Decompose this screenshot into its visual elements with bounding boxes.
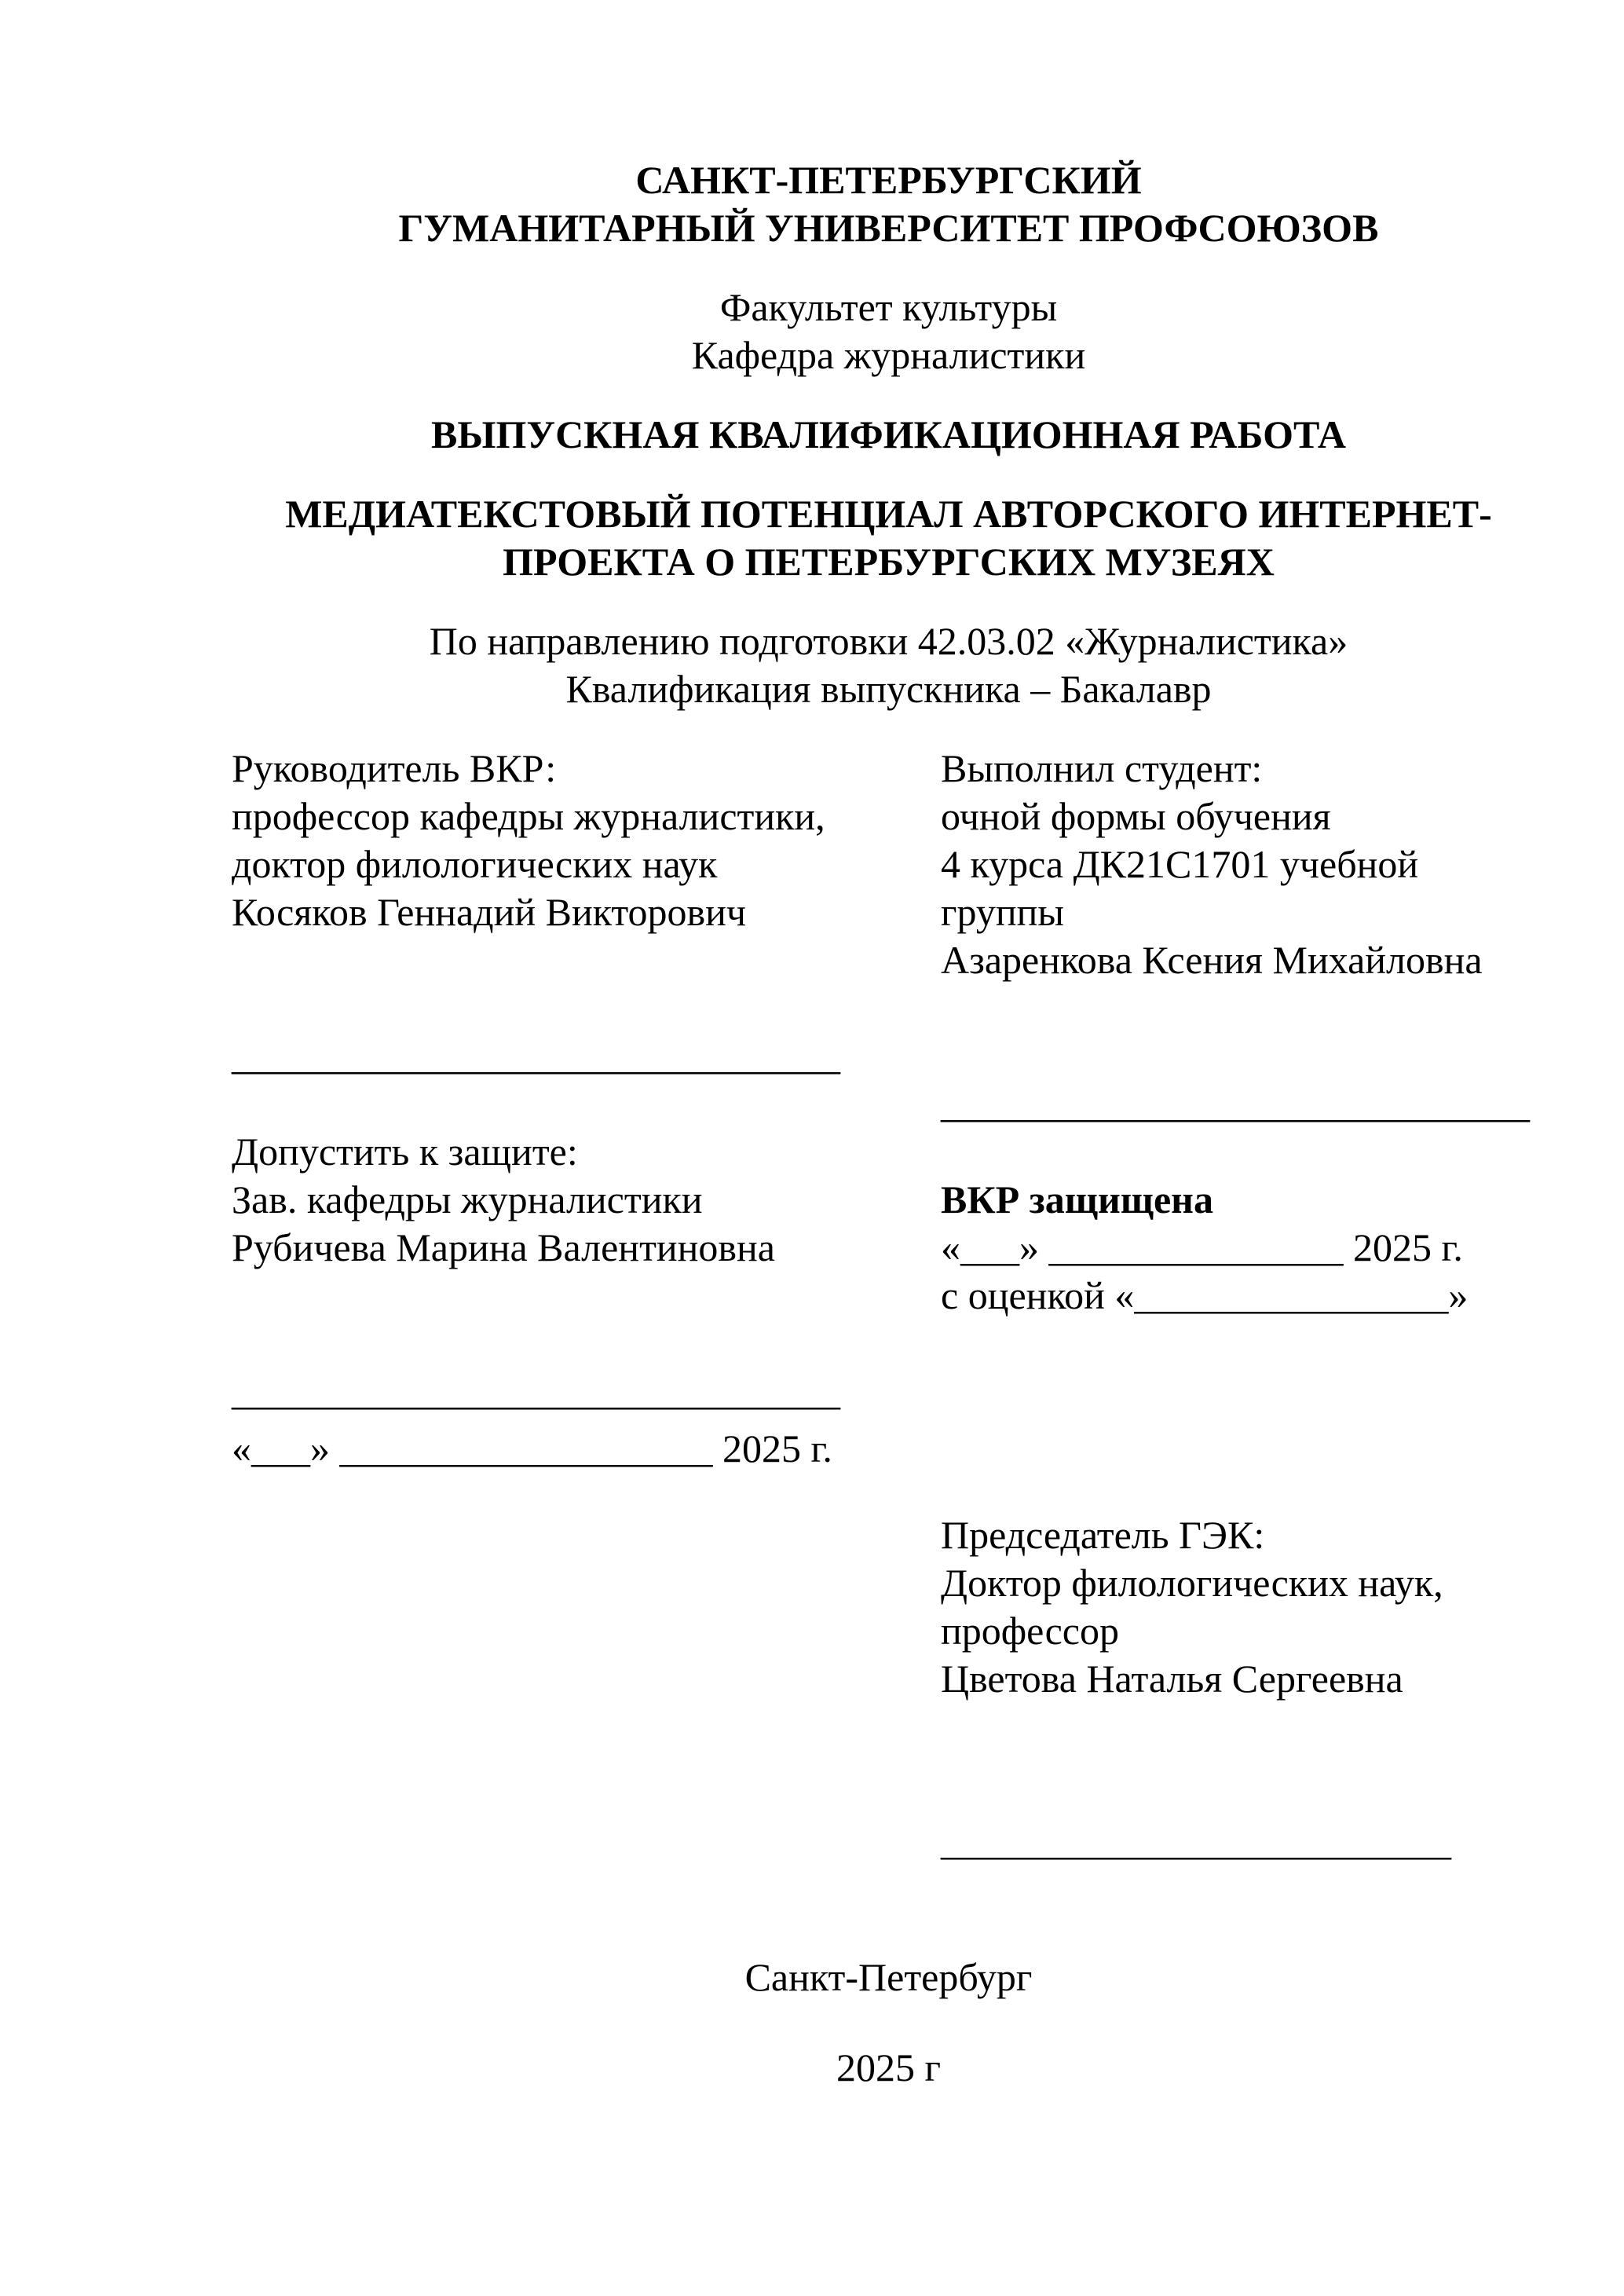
supervisor-label: Руководитель ВКР: [232, 746, 557, 790]
supervisor-name: Косяков Геннадий Викторович [232, 890, 747, 934]
admission-name: Рубичева Марина Валентиновна [232, 1225, 775, 1269]
signatures-section [232, 745, 1545, 1866]
qualification-line: Квалификация выпускника – Бакалавр [565, 667, 1212, 711]
student-signature-line: ______________________________ [941, 1082, 1530, 1126]
thesis-title-line2: ПРОЕКТА О ПЕТЕРБУРГСКИХ МУЗЕЯХ [503, 540, 1275, 584]
chairman-degree: Доктор филологических наук, [941, 1561, 1443, 1605]
admission-label: Допустить к защите: [232, 1130, 578, 1174]
student-form: очной формы обучения [941, 794, 1331, 838]
chairman-label: Председатель ГЭК: [941, 1513, 1265, 1557]
direction-line: По направлению подготовки 42.03.02 «Журналистика» [429, 619, 1348, 663]
chairman-rank: профессор [941, 1609, 1119, 1653]
chairman-signature-line: __________________________ [941, 1819, 1451, 1863]
admission-date-line: «___» ___________________ 2025 г. [232, 1426, 832, 1470]
defense-date-line: «___» _______________ 2025 г. [941, 1225, 1463, 1269]
right-column [941, 745, 1545, 1866]
left-column [232, 745, 941, 1866]
program-info [232, 617, 1545, 713]
supervisor-role-2: доктор филологических наук [232, 842, 718, 886]
department-line: Кафедра журналистики [691, 333, 1086, 377]
work-type-heading: ВЫПУСКНАЯ КВАЛИФИКАЦИОННАЯ РАБОТА [431, 412, 1346, 456]
chairman-name: Цветова Наталья Сергеевна [941, 1657, 1403, 1701]
thesis-title [232, 490, 1545, 586]
student-name: Азаренкова Ксения Михайловна [941, 938, 1483, 982]
footer-city: Санкт-Петербург [744, 1955, 1033, 1999]
thesis-title-line1: МЕДИАТЕКСТОВЫЙ ПОТЕНЦИАЛ АВТОРСКОГО ИНТЕРНЕТ- [285, 492, 1492, 536]
admission-position: Зав. кафедры журналистики [232, 1177, 703, 1221]
student-label: Выполнил студент: [941, 746, 1263, 790]
supervisor-signature-line: _______________________________ [232, 1034, 840, 1078]
university-name [232, 156, 1545, 252]
defense-grade-line: с оценкой «________________» [941, 1273, 1469, 1317]
faculty-line: Факультет культуры [719, 285, 1058, 329]
page-footer [232, 1954, 1545, 2092]
university-line2: ГУМАНИТАРНЫЙ УНИВЕРСИТЕТ ПРОФСОЮЗОВ [398, 206, 1379, 250]
footer-year: 2025 г [836, 2045, 941, 2089]
university-line1: САНКТ-ПЕТЕРБУРГСКИЙ [635, 158, 1142, 202]
faculty-department [232, 284, 1545, 379]
supervisor-role-1: профессор кафедры журналистики, [232, 794, 825, 838]
defense-label: ВКР защищена [941, 1177, 1213, 1221]
student-group: 4 курса ДК21С1701 учебной группы [941, 842, 1419, 934]
admission-signature-line: _______________________________ [232, 1369, 840, 1413]
